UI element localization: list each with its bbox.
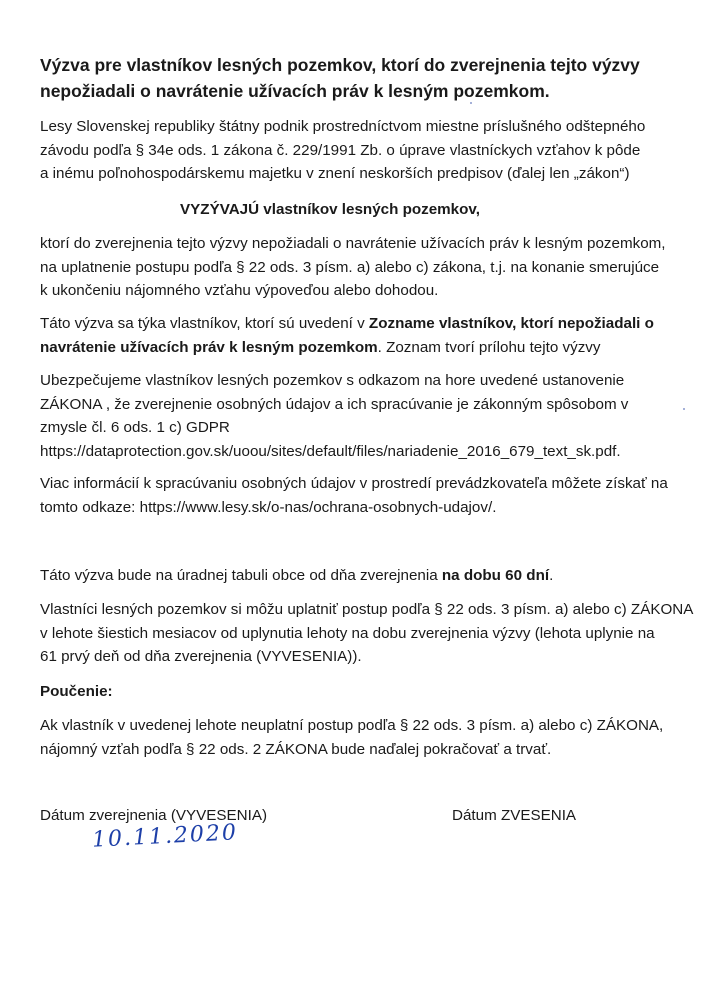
addressees-line-3: k ukončeniu nájomného vzťahu výpoveďou alebo dohodou. bbox=[40, 282, 439, 299]
title-line-1: Výzva pre vlastníkov lesných pozemkov, ktorí do zverejnenia tejto výzvy bbox=[40, 55, 640, 75]
duration-text: Táto výzva bude na úradnej tabuli obce od dňa zverejnenia bbox=[40, 567, 442, 584]
owners-right-paragraph bbox=[40, 598, 704, 669]
list-reference-text-1: Táto výzva sa týka vlastníkov, ktorí sú uvedení v bbox=[40, 315, 369, 332]
duration-bold: na dobu 60 dní bbox=[441, 567, 550, 584]
owners-right-line-1: Vlastníci lesných pozemkov si môžu uplatniť postup podľa § 22 ods. 3 písm. a) alebo c) ZÁKONA bbox=[40, 601, 694, 618]
handwritten-publication-date: 10.11.2020 bbox=[91, 820, 239, 853]
owners-right-line-2: v lehote šiestich mesiacov od uplynutia lehoty na dobu zverejnenia výzvy (lehota uplynie na bbox=[40, 624, 655, 642]
gdpr-paragraph bbox=[40, 369, 704, 463]
duration-paragraph bbox=[40, 564, 704, 588]
title-line-2: nepožiadali o navrátenie užívacích práv k lesným pozemkom. bbox=[40, 81, 550, 101]
list-reference-line-1 bbox=[40, 312, 704, 336]
more-info-line-2[interactable]: tomto odkaze: https://www.lesy.sk/o-nas/ochrana-osobnych-udajov/. bbox=[40, 498, 497, 516]
gdpr-line-1: Ubezpečujeme vlastníkov lesných pozemkov s odkazom na hore uvedené ustanovenie bbox=[40, 372, 625, 389]
intro-paragraph bbox=[40, 115, 704, 186]
more-info-line-1: Viac informácií k spracúvaniu osobných údajov v prostredí prevádzkovateľa môžete získať na bbox=[40, 475, 668, 492]
instruction-line-1: Ak vlastník v uvedenej lehote neuplatní postup podľa § 22 ods. 3 písm. a) alebo c) ZÁKONA, bbox=[40, 717, 664, 734]
gdpr-line-3: zmysle čl. 6 ods. 1 c) GDPR bbox=[40, 419, 230, 436]
gdpr-line-2: ZÁKONA , že zverejnenie osobných údajov a ich spracúvanie je zákonným spôsobom v bbox=[40, 395, 629, 413]
call-heading: VYZÝVAJÚ vlastníkov lesných pozemkov, bbox=[180, 201, 480, 218]
list-reference-text-2: . Zoznam tvorí prílohu tejto výzvy bbox=[377, 338, 601, 356]
addressees-paragraph bbox=[40, 232, 704, 303]
owners-right-line-3: 61 prvý deň od dňa zverejnenia (VYVESENIA)). bbox=[40, 648, 362, 665]
instruction-paragraph bbox=[40, 714, 704, 761]
removal-date-label: Dátum ZVESENIA bbox=[452, 807, 577, 824]
publication-date-label: Dátum zverejnenia (VYVESENIA) bbox=[40, 807, 268, 824]
scan-speck bbox=[683, 408, 685, 410]
duration-end: . bbox=[549, 567, 554, 584]
list-reference-line-2 bbox=[40, 336, 704, 360]
instruction-heading: Poučenie: bbox=[40, 683, 113, 700]
scan-speck bbox=[470, 102, 472, 104]
intro-line-2: závodu podľa § 34e ods. 1 zákona č. 229/1991 Zb. o úprave vlastníckych vzťahov k pôde bbox=[40, 141, 641, 159]
instruction-line-2: nájomný vzťah podľa § 22 ods. 2 ZÁKONA bude naďalej pokračovať a trvať. bbox=[40, 740, 552, 758]
intro-line-1: Lesy Slovenskej republiky štátny podnik prostredníctvom miestne príslušného odštepného bbox=[40, 118, 646, 135]
intro-line-3: a inému poľnohospodárskemu majetku v znení neskorších predpisov (ďalej len „zákon“) bbox=[40, 165, 630, 182]
list-reference-bold-1: Zozname vlastníkov, ktorí nepožiadali o bbox=[368, 315, 654, 332]
document-title bbox=[40, 52, 680, 104]
list-reference-paragraph bbox=[40, 312, 704, 359]
gdpr-link[interactable]: https://dataprotection.gov.sk/uoou/sites/default/files/nariadenie_2016_679_text_sk.pdf. bbox=[40, 442, 621, 460]
list-reference-bold-2: navrátenie užívacích práv k lesným pozemkom bbox=[40, 338, 378, 356]
more-info-paragraph bbox=[40, 472, 704, 519]
addressees-line-1: ktorí do zverejnenia tejto výzvy nepožiadali o navrátenie užívacích práv k lesným pozemkom, bbox=[40, 235, 666, 252]
addressees-line-2: na uplatnenie postupu podľa § 22 ods. 3 písm. a) alebo c) zákona, t.j. na konanie smerujúce bbox=[40, 258, 660, 276]
